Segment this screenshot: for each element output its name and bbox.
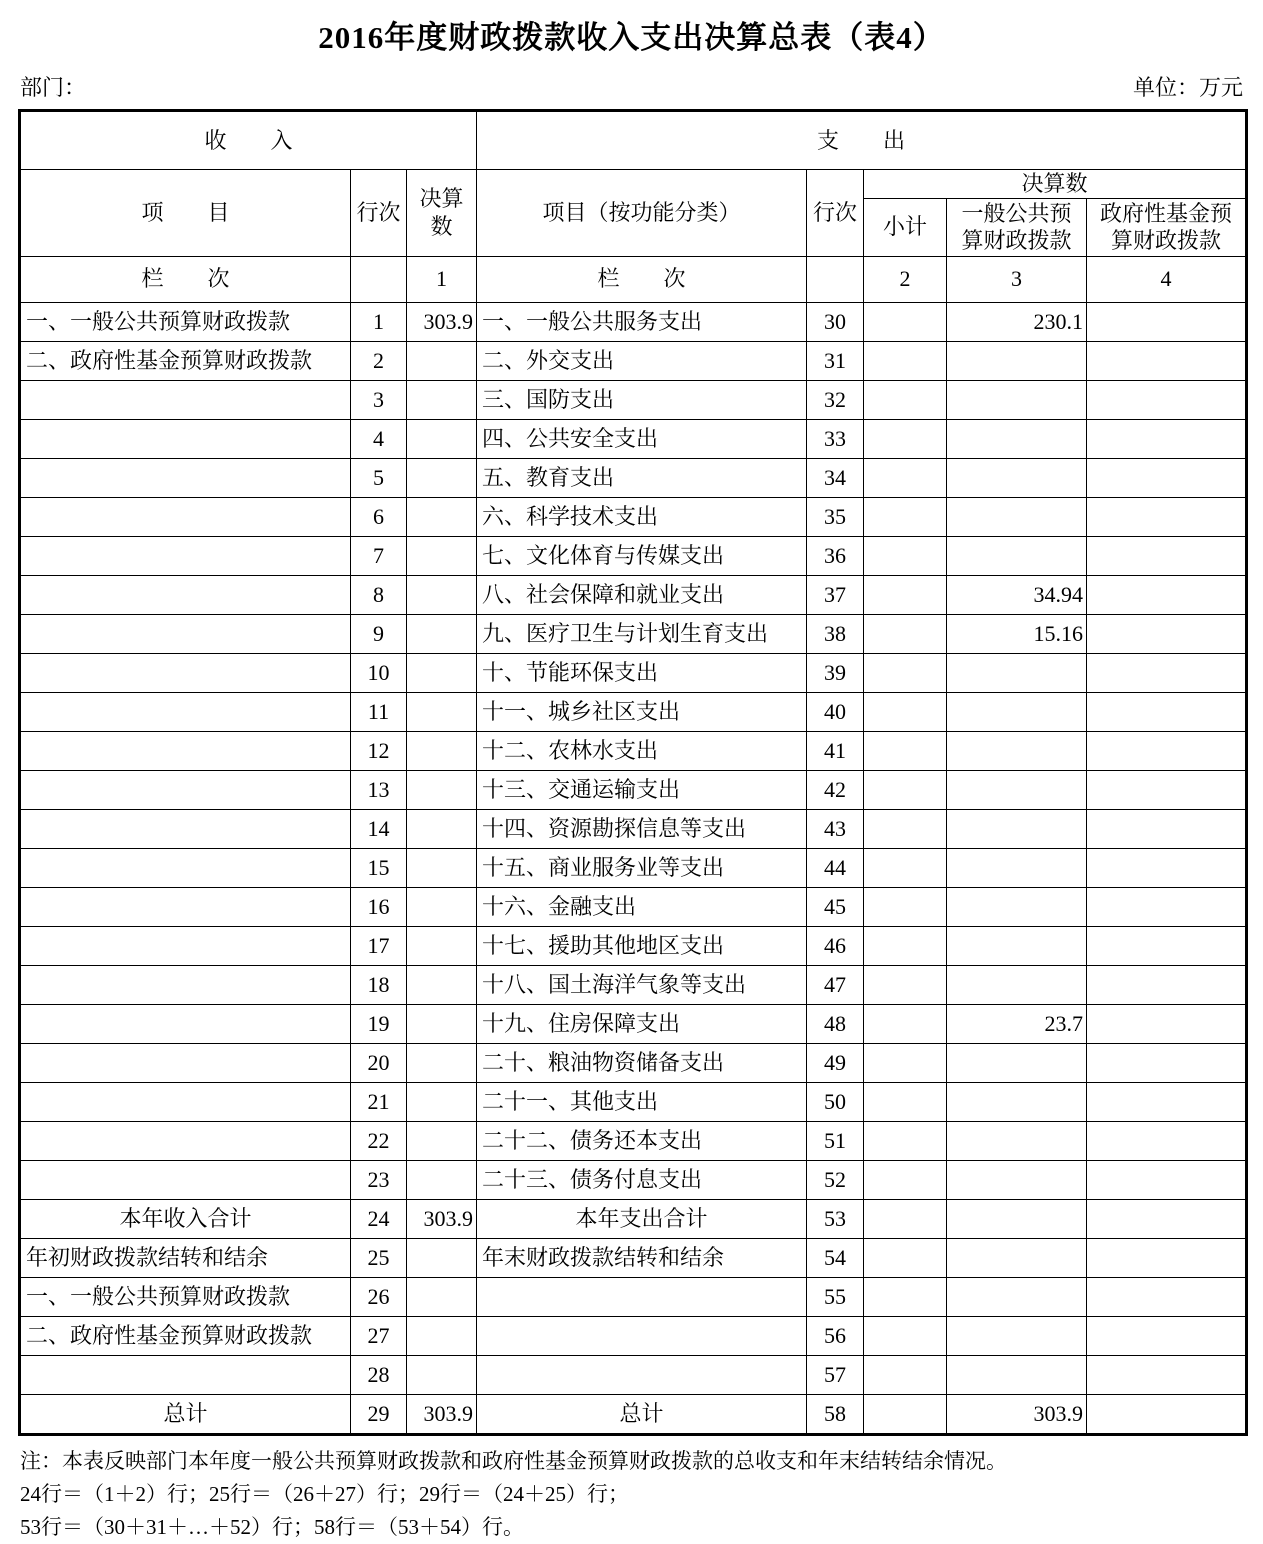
income-item-cell [20,1004,351,1043]
expense-rowno-cell: 53 [807,1199,864,1238]
expense-item-cell: 二十三、债务付息支出 [477,1160,807,1199]
income-amount-cell [407,614,477,653]
expense-general-budget-cell [947,536,1087,575]
expense-subtotal-cell [864,341,947,380]
column-index-3: 3 [947,256,1087,302]
expense-rowno-header: 行次 [807,170,864,257]
income-rowno-cell: 17 [351,926,407,965]
expense-gov-fund-cell [1087,614,1247,653]
note-line-3: 53行＝（30＋31＋…＋52）行；58行＝（53＋54）行。 [20,1514,524,1539]
column-index-row [20,256,1247,302]
income-rowno-cell: 7 [351,536,407,575]
unit-label: 单位：万元 [1132,75,1243,100]
expense-subtotal-cell [864,692,947,731]
income-rowno-cell: 22 [351,1121,407,1160]
expense-subtotal-cell [864,1004,947,1043]
income-section-header: 收 入 [20,111,477,170]
table-row [20,692,1247,731]
table-row [20,575,1247,614]
income-item-cell: 年初财政拨款结转和结余 [20,1238,351,1277]
expense-item-cell [477,1316,807,1355]
income-item-cell [20,692,351,731]
expense-item-cell: 八、社会保障和就业支出 [477,575,807,614]
expense-gov-fund-cell [1087,1199,1247,1238]
income-amount-cell [407,965,477,1004]
income-rowno-cell: 29 [351,1394,407,1434]
expense-gov-fund-cell [1087,497,1247,536]
expense-item-cell: 二、外交支出 [477,341,807,380]
income-item-cell [20,458,351,497]
income-rowno-cell: 13 [351,770,407,809]
income-item-cell: 本年收入合计 [20,1199,351,1238]
income-amount-cell [407,419,477,458]
expense-general-budget-cell: 23.7 [947,1004,1087,1043]
income-item-cell [20,731,351,770]
column-index-2: 2 [864,256,947,302]
table-row [20,848,1247,887]
fiscal-summary-table [18,109,1248,1436]
expense-rowno-cell: 49 [807,1043,864,1082]
expense-subtotal-cell [864,1121,947,1160]
income-amount-cell [407,1316,477,1355]
expense-gov-fund-cell [1087,536,1247,575]
income-amount-cell [407,458,477,497]
expense-gov-fund-cell [1087,965,1247,1004]
expense-rowno-cell: 32 [807,380,864,419]
expense-rowno-cell: 31 [807,341,864,380]
income-rowno-cell: 21 [351,1082,407,1121]
expense-subtotal-cell [864,1199,947,1238]
income-item-cell [20,809,351,848]
income-rowno-cell: 5 [351,458,407,497]
table-row [20,1199,1247,1238]
expense-general-budget-cell [947,380,1087,419]
expense-column-index-label: 栏 次 [477,256,807,302]
income-rowno-cell: 16 [351,887,407,926]
income-rowno-cell: 11 [351,692,407,731]
expense-subtotal-cell [864,653,947,692]
expense-general-budget-cell [947,809,1087,848]
table-row [20,1160,1247,1199]
income-amount-cell: 303.9 [407,302,477,341]
general-public-budget-header: 一般公共预算财政拨款 [947,198,1087,256]
income-rowno-cell: 27 [351,1316,407,1355]
expense-rowno-cell: 45 [807,887,864,926]
expense-item-header: 项目（按功能分类） [477,170,807,257]
table-row [20,809,1247,848]
section-header-row [20,111,1247,170]
expense-general-budget-cell [947,692,1087,731]
income-item-cell: 二、政府性基金预算财政拨款 [20,341,351,380]
income-amount-cell: 303.9 [407,1199,477,1238]
page-title: 2016年度财政拨款收入支出决算总表（表4） [318,20,945,55]
income-rowno-cell: 25 [351,1238,407,1277]
expense-item-cell: 六、科学技术支出 [477,497,807,536]
expense-subtotal-cell [864,458,947,497]
income-item-cell [20,380,351,419]
income-amount-cell [407,1355,477,1394]
expense-subtotal-cell [864,887,947,926]
income-rowno-cell: 10 [351,653,407,692]
expense-gov-fund-cell [1087,1121,1247,1160]
expense-rowno-cell: 30 [807,302,864,341]
expense-subtotal-cell [864,848,947,887]
expense-gov-fund-cell [1087,1277,1247,1316]
income-rowno-header: 行次 [351,170,407,257]
table-row [20,965,1247,1004]
expense-item-cell: 十、节能环保支出 [477,653,807,692]
income-amount-cell [407,887,477,926]
expense-item-cell: 本年支出合计 [477,1199,807,1238]
income-item-cell [20,419,351,458]
expense-rowno-cell: 33 [807,419,864,458]
income-item-cell [20,1355,351,1394]
expense-subtotal-cell [864,770,947,809]
income-rowno-cell: 6 [351,497,407,536]
income-amount-cell [407,1238,477,1277]
expense-item-cell: 十九、住房保障支出 [477,1004,807,1043]
expense-general-budget-cell [947,419,1087,458]
income-rowno-cell: 28 [351,1355,407,1394]
income-rowno-cell: 2 [351,341,407,380]
expense-general-budget-cell [947,1121,1087,1160]
income-amount-cell [407,770,477,809]
expense-gov-fund-cell [1087,692,1247,731]
column-header-row [20,170,1247,199]
expense-subtotal-cell [864,302,947,341]
expense-subtotal-cell [864,809,947,848]
expense-subtotal-cell [864,614,947,653]
expenditure-section-header: 支 出 [477,111,1247,170]
expense-general-budget-cell [947,1238,1087,1277]
expense-gov-fund-cell [1087,848,1247,887]
income-amount-cell [407,380,477,419]
expense-item-cell [477,1355,807,1394]
income-rowno-cell: 26 [351,1277,407,1316]
income-amount-cell [407,731,477,770]
table-row [20,1043,1247,1082]
table-row [20,1355,1247,1394]
expense-general-budget-cell [947,770,1087,809]
expense-gov-fund-cell [1087,341,1247,380]
income-column-index-label: 栏 次 [20,256,351,302]
table-row [20,1121,1247,1160]
footnotes [20,1445,1243,1544]
expense-subtotal-cell [864,1238,947,1277]
expense-gov-fund-cell [1087,302,1247,341]
expense-general-budget-cell: 15.16 [947,614,1087,653]
expense-rowno-cell: 55 [807,1277,864,1316]
expense-subtotal-cell [864,575,947,614]
table-row [20,926,1247,965]
table-row [20,1082,1247,1121]
income-rowno-cell: 19 [351,1004,407,1043]
expense-rowno-cell: 35 [807,497,864,536]
expense-rowno-cell: 51 [807,1121,864,1160]
income-item-cell: 一、一般公共预算财政拨款 [20,302,351,341]
expense-general-budget-cell: 303.9 [947,1394,1087,1434]
income-rowno-cell: 12 [351,731,407,770]
expense-general-budget-cell [947,1160,1087,1199]
income-item-cell [20,1121,351,1160]
table-row [20,497,1247,536]
income-item-cell [20,887,351,926]
expense-subtotal-cell [864,419,947,458]
table-row [20,419,1247,458]
table-row [20,887,1247,926]
table-row [20,653,1247,692]
table-row [20,1277,1247,1316]
income-rowno-cell: 1 [351,302,407,341]
expense-rowno-cell: 56 [807,1316,864,1355]
income-amount-cell [407,926,477,965]
expense-gov-fund-cell [1087,1316,1247,1355]
expense-subtotal-cell [864,1355,947,1394]
expense-item-cell: 十五、商业服务业等支出 [477,848,807,887]
expense-rowno-cell: 41 [807,731,864,770]
expense-rowno-cell: 57 [807,1355,864,1394]
expense-general-budget-cell [947,1082,1087,1121]
expense-subtotal-cell [864,536,947,575]
expense-general-budget-cell [947,653,1087,692]
expense-general-budget-cell: 230.1 [947,302,1087,341]
expense-subtotal-cell [864,1394,947,1434]
income-item-cell: 二、政府性基金预算财政拨款 [20,1316,351,1355]
expense-rowno-cell: 42 [807,770,864,809]
expense-item-cell [477,1277,807,1316]
income-rowno-cell: 24 [351,1199,407,1238]
expense-general-budget-cell: 34.94 [947,575,1087,614]
expense-general-budget-cell [947,1355,1087,1394]
expense-item-cell: 十六、金融支出 [477,887,807,926]
expense-gov-fund-cell [1087,770,1247,809]
expense-item-cell: 二十、粮油物资储备支出 [477,1043,807,1082]
expense-item-cell: 十八、国土海洋气象等支出 [477,965,807,1004]
expense-general-budget-cell [947,458,1087,497]
expense-subtotal-cell [864,926,947,965]
expense-rowno-cell: 34 [807,458,864,497]
expense-general-budget-cell [947,1199,1087,1238]
expense-gov-fund-cell [1087,458,1247,497]
column-index-4: 4 [1087,256,1247,302]
expense-rowno-cell: 39 [807,653,864,692]
expense-gov-fund-cell [1087,1004,1247,1043]
expense-general-budget-cell [947,926,1087,965]
income-amount-cell [407,536,477,575]
expense-subtotal-cell [864,1277,947,1316]
income-amount-cell [407,1004,477,1043]
expense-item-cell: 九、医疗卫生与计划生育支出 [477,614,807,653]
note-line-1: 注：本表反映部门本年度一般公共预算财政拨款和政府性基金预算财政拨款的总收支和年末结转结余情况。 [20,1448,1007,1473]
expense-general-budget-cell [947,341,1087,380]
expense-gov-fund-cell [1087,926,1247,965]
income-amount-cell [407,341,477,380]
department-label: 部门： [20,75,87,100]
income-rowno-cell: 9 [351,614,407,653]
expense-item-cell: 四、公共安全支出 [477,419,807,458]
income-amount-cell [407,575,477,614]
table-row [20,458,1247,497]
expense-general-budget-cell [947,1043,1087,1082]
table-row [20,731,1247,770]
expense-rowno-cell: 52 [807,1160,864,1199]
income-rowno-cell: 18 [351,965,407,1004]
table-row [20,1238,1247,1277]
table-row [20,1316,1247,1355]
expense-gov-fund-cell [1087,1238,1247,1277]
expense-item-cell: 十二、农林水支出 [477,731,807,770]
expense-amount-header: 决算数 [864,170,1247,199]
expense-gov-fund-cell [1087,419,1247,458]
table-row [20,380,1247,419]
income-item-cell [20,653,351,692]
expense-gov-fund-cell [1087,1394,1247,1434]
income-rowno-cell: 14 [351,809,407,848]
expense-rowno-cell: 46 [807,926,864,965]
income-amount-cell [407,1160,477,1199]
income-amount-cell [407,848,477,887]
expense-item-cell: 十七、援助其他地区支出 [477,926,807,965]
income-item-cell [20,1160,351,1199]
expense-general-budget-cell [947,1277,1087,1316]
income-item-cell [20,965,351,1004]
expense-gov-fund-cell [1087,1082,1247,1121]
table-row [20,770,1247,809]
expense-subtotal-cell [864,731,947,770]
expense-rowno-cell: 43 [807,809,864,848]
table-row [20,302,1247,341]
income-item-cell [20,575,351,614]
income-rowno-cell: 4 [351,419,407,458]
expense-item-cell: 七、文化体育与传媒支出 [477,536,807,575]
expense-subtotal-cell [864,1043,947,1082]
income-rowno-cell: 23 [351,1160,407,1199]
income-amount-cell [407,692,477,731]
expense-item-cell: 五、教育支出 [477,458,807,497]
income-item-cell [20,536,351,575]
expense-rowno-cell: 40 [807,692,864,731]
income-amount-cell [407,653,477,692]
table-row [20,1004,1247,1043]
expense-rowno-index-blank [807,256,864,302]
expense-item-cell: 十三、交通运输支出 [477,770,807,809]
expense-item-cell: 总计 [477,1394,807,1434]
table-row [20,614,1247,653]
expense-item-cell: 十四、资源勘探信息等支出 [477,809,807,848]
meta-row [20,71,1243,102]
income-item-cell [20,1082,351,1121]
income-amount-cell [407,809,477,848]
expense-rowno-cell: 47 [807,965,864,1004]
subtotal-header: 小计 [864,198,947,256]
income-amount-cell [407,497,477,536]
expense-general-budget-cell [947,731,1087,770]
expense-gov-fund-cell [1087,380,1247,419]
expense-item-cell: 一、一般公共服务支出 [477,302,807,341]
income-rowno-cell: 15 [351,848,407,887]
income-item-cell [20,848,351,887]
expense-gov-fund-cell [1087,1043,1247,1082]
expense-gov-fund-cell [1087,653,1247,692]
expense-item-cell: 十一、城乡社区支出 [477,692,807,731]
expense-general-budget-cell [947,965,1087,1004]
expense-subtotal-cell [864,1160,947,1199]
expense-rowno-cell: 50 [807,1082,864,1121]
expense-general-budget-cell [947,497,1087,536]
expense-item-cell: 二十一、其他支出 [477,1082,807,1121]
income-item-cell [20,926,351,965]
expense-gov-fund-cell [1087,1160,1247,1199]
expense-rowno-cell: 54 [807,1238,864,1277]
expense-gov-fund-cell [1087,887,1247,926]
expense-rowno-cell: 48 [807,1004,864,1043]
income-item-cell [20,1043,351,1082]
expense-general-budget-cell [947,887,1087,926]
income-item-cell [20,497,351,536]
expense-gov-fund-cell [1087,575,1247,614]
income-amount-cell [407,1121,477,1160]
table-row [20,1394,1247,1434]
income-amount-cell [407,1082,477,1121]
expense-item-cell: 三、国防支出 [477,380,807,419]
income-item-cell [20,614,351,653]
expense-rowno-cell: 37 [807,575,864,614]
expense-rowno-cell: 44 [807,848,864,887]
expense-gov-fund-cell [1087,1355,1247,1394]
expense-subtotal-cell [864,1082,947,1121]
income-item-cell [20,770,351,809]
expense-rowno-cell: 58 [807,1394,864,1434]
expense-general-budget-cell [947,1316,1087,1355]
income-amount-cell [407,1043,477,1082]
expense-gov-fund-cell [1087,809,1247,848]
expense-item-cell: 年末财政拨款结转和结余 [477,1238,807,1277]
table-row [20,536,1247,575]
expense-rowno-cell: 38 [807,614,864,653]
expense-item-cell: 二十二、债务还本支出 [477,1121,807,1160]
expense-subtotal-cell [864,380,947,419]
expense-rowno-cell: 36 [807,536,864,575]
expense-subtotal-cell [864,497,947,536]
expense-general-budget-cell [947,848,1087,887]
income-rowno-index-blank [351,256,407,302]
income-rowno-cell: 3 [351,380,407,419]
column-index-1: 1 [407,256,477,302]
income-amount-cell: 303.9 [407,1394,477,1434]
expense-gov-fund-cell [1087,731,1247,770]
income-amount-cell [407,1277,477,1316]
income-amount-header: 决算数 [407,170,477,257]
expense-subtotal-cell [864,1316,947,1355]
income-item-cell: 总计 [20,1394,351,1434]
income-item-header: 项 目 [20,170,351,257]
income-rowno-cell: 8 [351,575,407,614]
expense-subtotal-cell [864,965,947,1004]
income-rowno-cell: 20 [351,1043,407,1082]
gov-fund-budget-header: 政府性基金预算财政拨款 [1087,198,1247,256]
table-row [20,341,1247,380]
income-item-cell: 一、一般公共预算财政拨款 [20,1277,351,1316]
note-line-2: 24行＝（1＋2）行；25行＝（26＋27）行；29行＝（24＋25）行； [20,1481,629,1506]
